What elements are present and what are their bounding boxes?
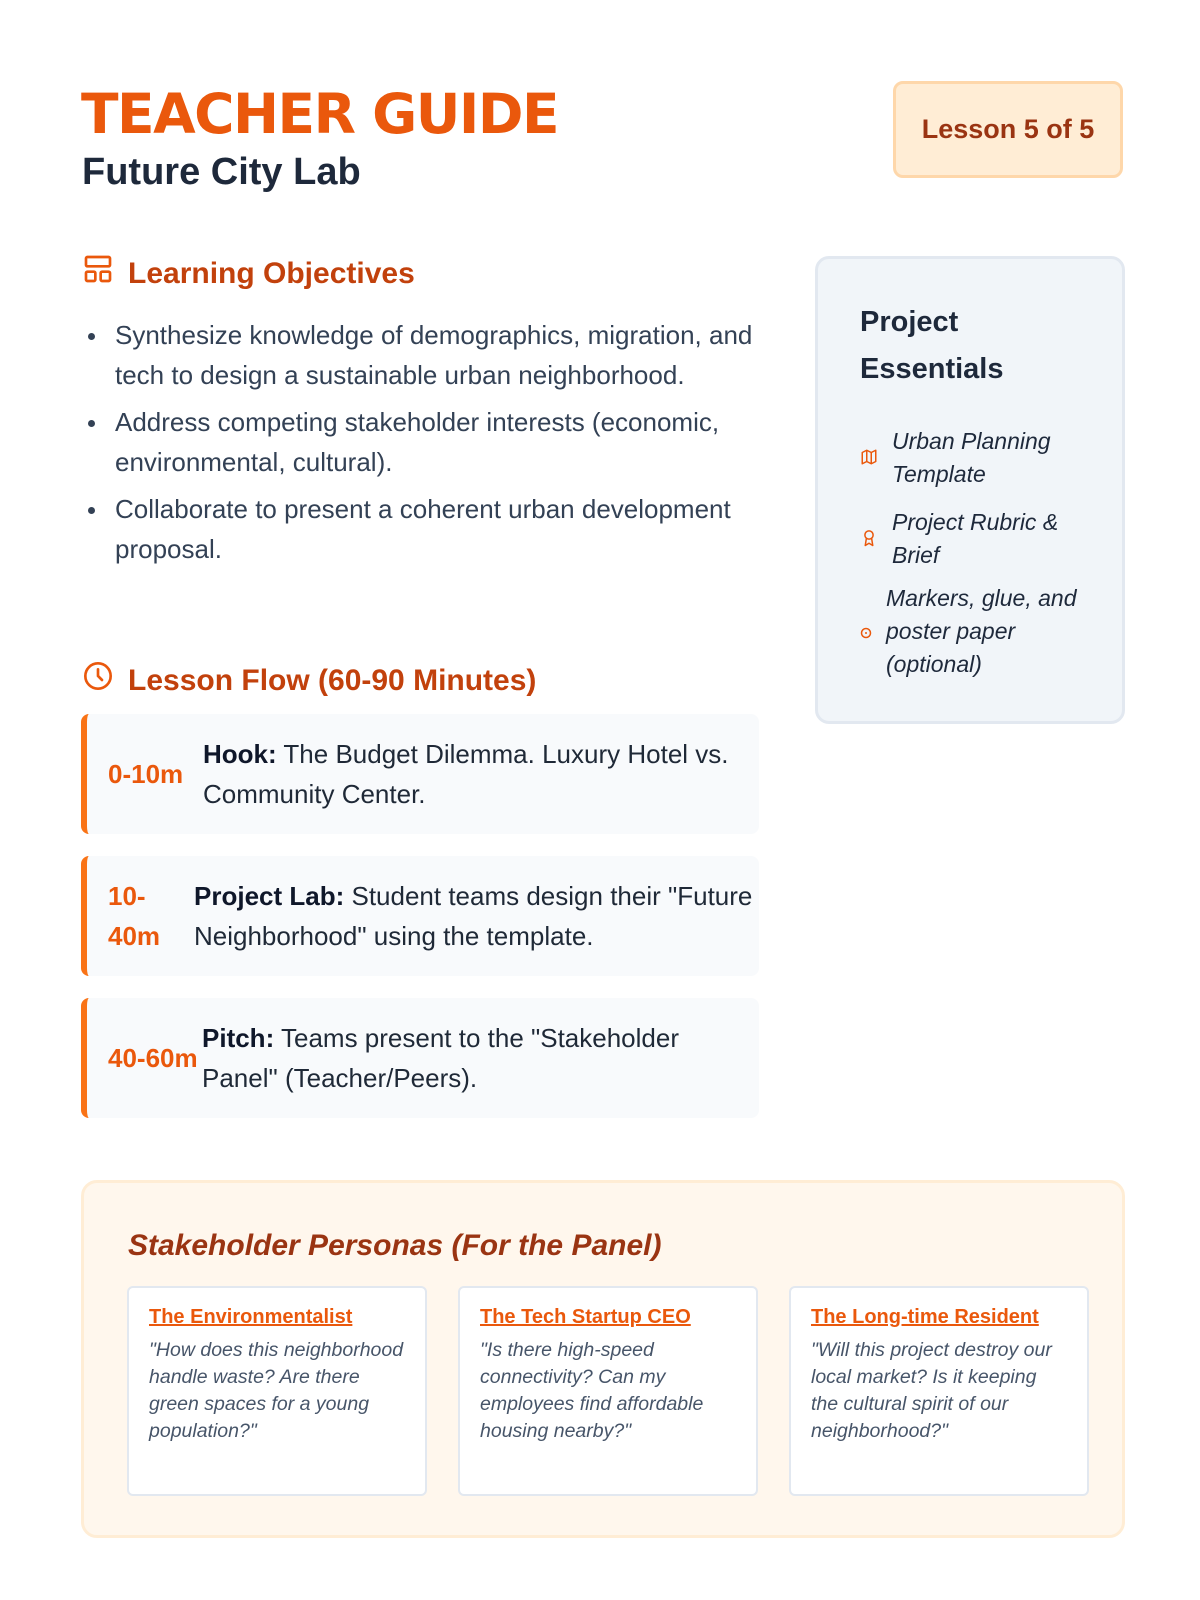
lesson-flow-heading — [82, 660, 536, 701]
flow-step-project-lab — [81, 856, 759, 976]
persona-name: The Environmentalist — [149, 1306, 353, 1328]
objectives-heading — [82, 253, 415, 294]
persona-name: The Long-time Resident — [811, 1306, 1039, 1328]
persona-name: The Tech Startup CEO — [480, 1306, 691, 1328]
page-title: TEACHER GUIDE — [81, 82, 559, 146]
flow-step-label: Hook: — [203, 739, 277, 769]
personas-title: Stakeholder Personas (For the Panel) — [128, 1229, 662, 1262]
lesson-flow-heading-label: Lesson Flow (60-90 Minutes) — [128, 663, 537, 697]
persona-card — [458, 1286, 758, 1496]
essentials-item-text: Markers, glue, and poster paper (optional) — [886, 585, 1077, 677]
flow-step-label: Project Lab: — [194, 881, 345, 911]
flow-step-time: 10-40m — [108, 881, 161, 951]
page-subtitle: Future City Lab — [82, 151, 361, 193]
essentials-item-text: Urban Planning Template — [892, 428, 1051, 487]
stakeholder-personas-panel — [81, 1180, 1125, 1538]
flow-step-time: 40-60m — [108, 1043, 198, 1073]
objective-item: Synthesize knowledge of demographics, migration, and tech to design a sustainable urban neighborhood. — [82, 315, 762, 395]
essentials-item-text: Project Rubric & Brief — [892, 509, 1059, 568]
flow-step-text: Student teams design their "Future Neighborhood" using the template. — [194, 881, 753, 951]
map-icon — [860, 442, 878, 475]
flow-step-description — [203, 734, 759, 814]
palette-icon — [860, 615, 872, 648]
objective-item: Collaborate to present a coherent urban development proposal. — [82, 489, 762, 569]
essentials-title: Project Essentials — [860, 306, 1004, 385]
layout-icon — [82, 253, 114, 294]
lesson-badge: Lesson 5 of 5 — [893, 81, 1123, 178]
persona-quote: "Is there high-speed connectivity? Can my employees find affordable housing nearby?" — [480, 1339, 704, 1442]
essentials-item — [860, 582, 1086, 681]
objectives-list — [82, 315, 762, 576]
clock-icon — [82, 660, 114, 701]
essentials-item — [860, 425, 1070, 491]
flow-step-description — [202, 1018, 759, 1098]
flow-step-time: 0-10m — [108, 759, 184, 789]
award-icon — [860, 523, 878, 556]
objective-item: Address competing stakeholder interests (economic, environmental, cultural). — [82, 402, 762, 482]
flow-step-description — [194, 876, 759, 956]
flow-step-pitch — [81, 998, 759, 1118]
flow-step-label: Pitch: — [202, 1023, 275, 1053]
persona-quote: "Will this project destroy our local market? Is it keeping the cultural spirit of our neighborhood?" — [811, 1339, 1052, 1442]
persona-card — [789, 1286, 1089, 1496]
persona-quote: "How does this neighborhood handle waste? Are there green spaces for a young population?" — [149, 1339, 404, 1442]
flow-step-text: The Budget Dilemma. Luxury Hotel vs. Community Center. — [203, 739, 729, 809]
flow-step-text: Teams present to the "Stakeholder Panel" (Teacher/Peers). — [202, 1023, 679, 1093]
flow-step-hook — [81, 714, 759, 834]
objectives-heading-label: Learning Objectives — [128, 256, 415, 290]
essentials-item — [860, 506, 1080, 572]
project-essentials-panel — [815, 256, 1125, 724]
persona-card — [127, 1286, 427, 1496]
